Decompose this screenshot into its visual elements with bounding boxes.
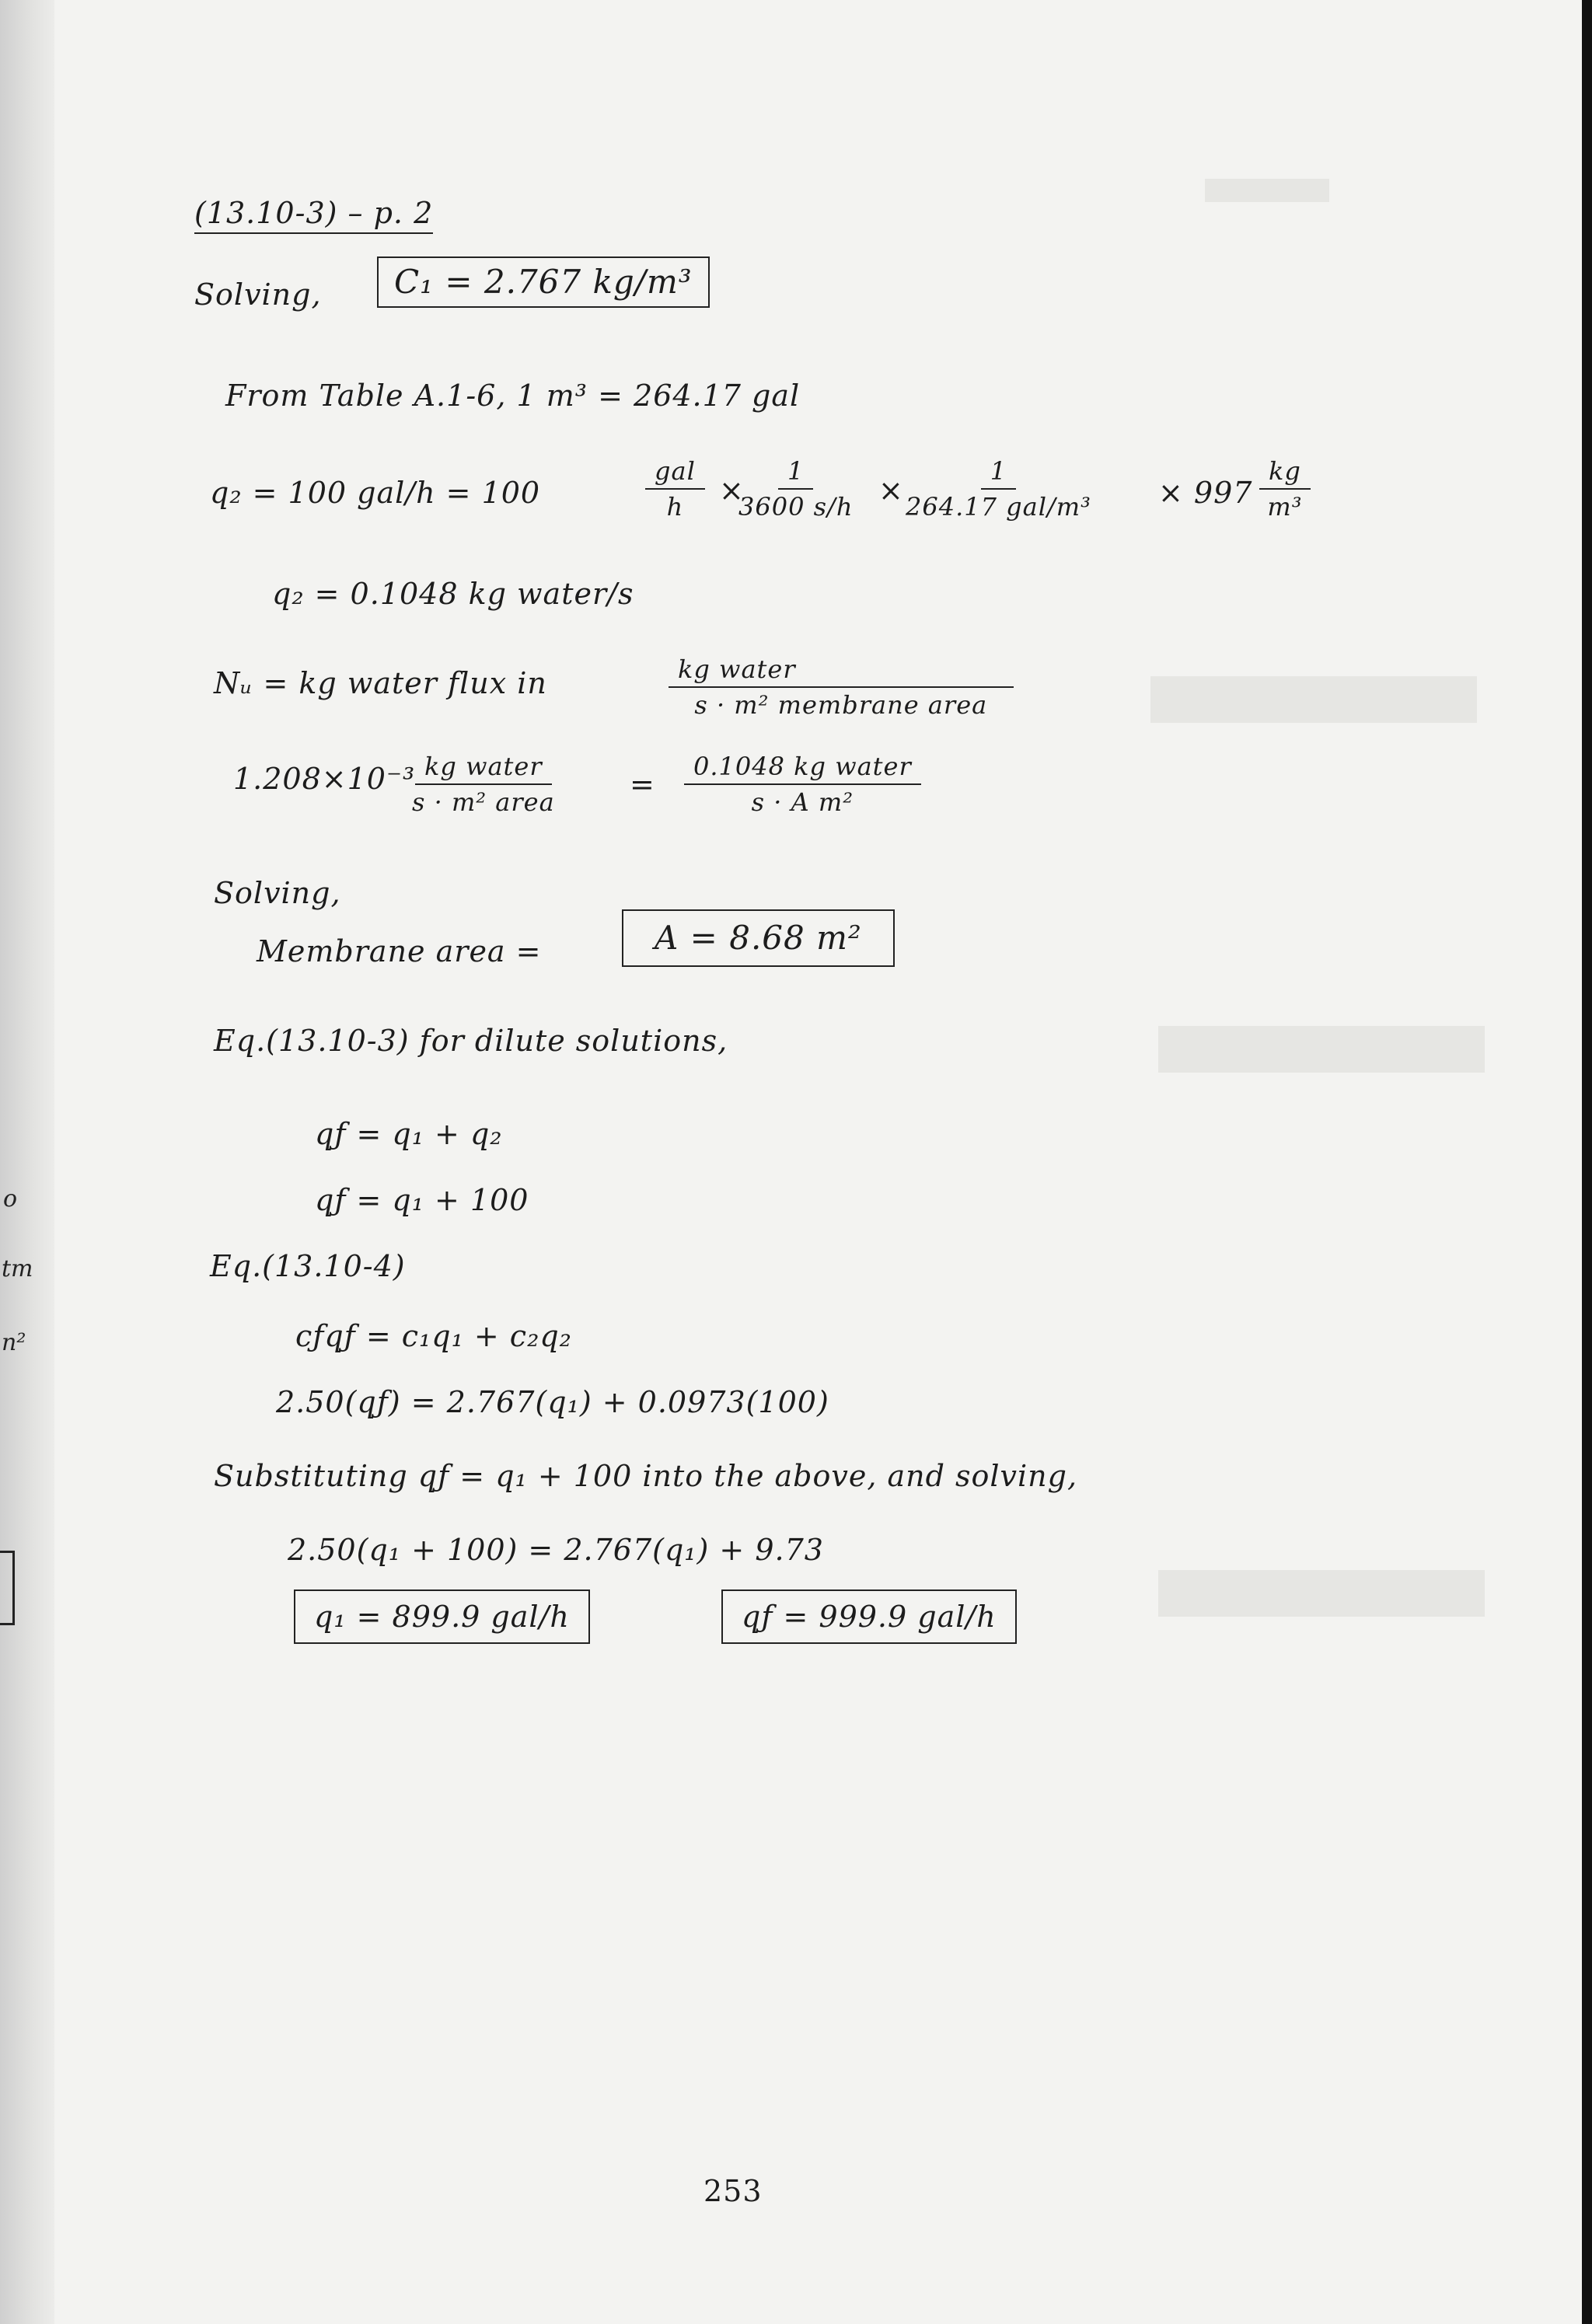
binding-shadow: [0, 0, 54, 2324]
flux-lhs-fraction: kg water s · m² area: [412, 752, 555, 817]
margin-fragment: o: [3, 1185, 18, 1213]
flux-units-fraction: kg water s · m² membrane area: [669, 657, 1014, 717]
fraction-kg-per-m3: $\frac{kg}{\text{m³}}$: [1259, 459, 1311, 519]
q2-conversion-lhs: q₂ = 100 gal/h = 100: [210, 476, 541, 510]
bleed-through-shadow: [1150, 676, 1477, 723]
times-sign: ×: [719, 473, 745, 508]
bleed-through-shadow: [1205, 179, 1329, 202]
flux-definition-lhs: Nᵤ = kg water flux in: [214, 666, 547, 700]
fraction-gal-per-h: gal h: [645, 459, 705, 519]
substituted-equation: 2.50(q₁ + 100) = 2.767(q₁) + 9.73: [288, 1533, 824, 1567]
problem-reference: (13.10-3) – p. 2: [194, 198, 433, 234]
page-number: 253: [703, 2174, 763, 2208]
area-result-box: A = 8.68 m²: [622, 909, 895, 967]
flux-coefficient: 1.208×10⁻³: [233, 762, 416, 796]
solving-label: Solving,: [194, 277, 322, 312]
page-edge: [1582, 0, 1592, 2324]
solving-label: Solving,: [214, 876, 341, 910]
qf-answer-box: qƒ = 999.9 gal/h: [721, 1589, 1017, 1644]
substitution-statement: Substituting qƒ = q₁ + 100 into the above, and solving,: [214, 1459, 1078, 1493]
c1-result-box: C₁ = 2.767 kg/m³: [377, 256, 710, 308]
conversion-factor-line: From Table A.1-6, 1 m³ = 264.17 gal: [225, 379, 801, 413]
fraction-per-gal: 1 264.17 gal/m³: [906, 456, 1091, 522]
margin-fragment: n²: [2, 1329, 26, 1356]
membrane-area-label: Membrane area =: [257, 934, 542, 968]
dilute-solutions-heading: Eq.(13.10-3) for dilute solutions,: [214, 1024, 728, 1058]
bleed-through-shadow: [1158, 1570, 1485, 1617]
flow-balance-substituted: qƒ = q₁ + 100: [315, 1183, 529, 1217]
solute-balance-equation: cƒqƒ = c₁q₁ + c₂q₂: [295, 1319, 572, 1353]
handwritten-solution-page: [54, 0, 1582, 2324]
flux-rhs-fraction: 0.1048 kg water s · A m²: [684, 754, 921, 815]
numeric-solute-balance: 2.50(qƒ) = 2.767(q₁) + 0.0973(100): [276, 1385, 829, 1419]
bleed-through-shadow: [1158, 1026, 1485, 1073]
fraction-per-hour: $\frac{1}{3600 s/h}$: [738, 456, 854, 522]
equals-sign: =: [630, 767, 655, 801]
times-sign: ×: [878, 473, 904, 508]
margin-box-fragment: [0, 1551, 15, 1625]
flow-balance-equation: qƒ = q₁ + q₂: [315, 1117, 503, 1151]
margin-fragment: tm: [2, 1255, 33, 1282]
q2-result-line: q₂ = 0.1048 kg water/s: [272, 577, 634, 611]
density-factor: × 997: [1158, 476, 1253, 510]
equation-reference: Eq.(13.10-4): [210, 1249, 406, 1283]
q1-answer-box: q₁ = 899.9 gal/h: [294, 1589, 590, 1644]
